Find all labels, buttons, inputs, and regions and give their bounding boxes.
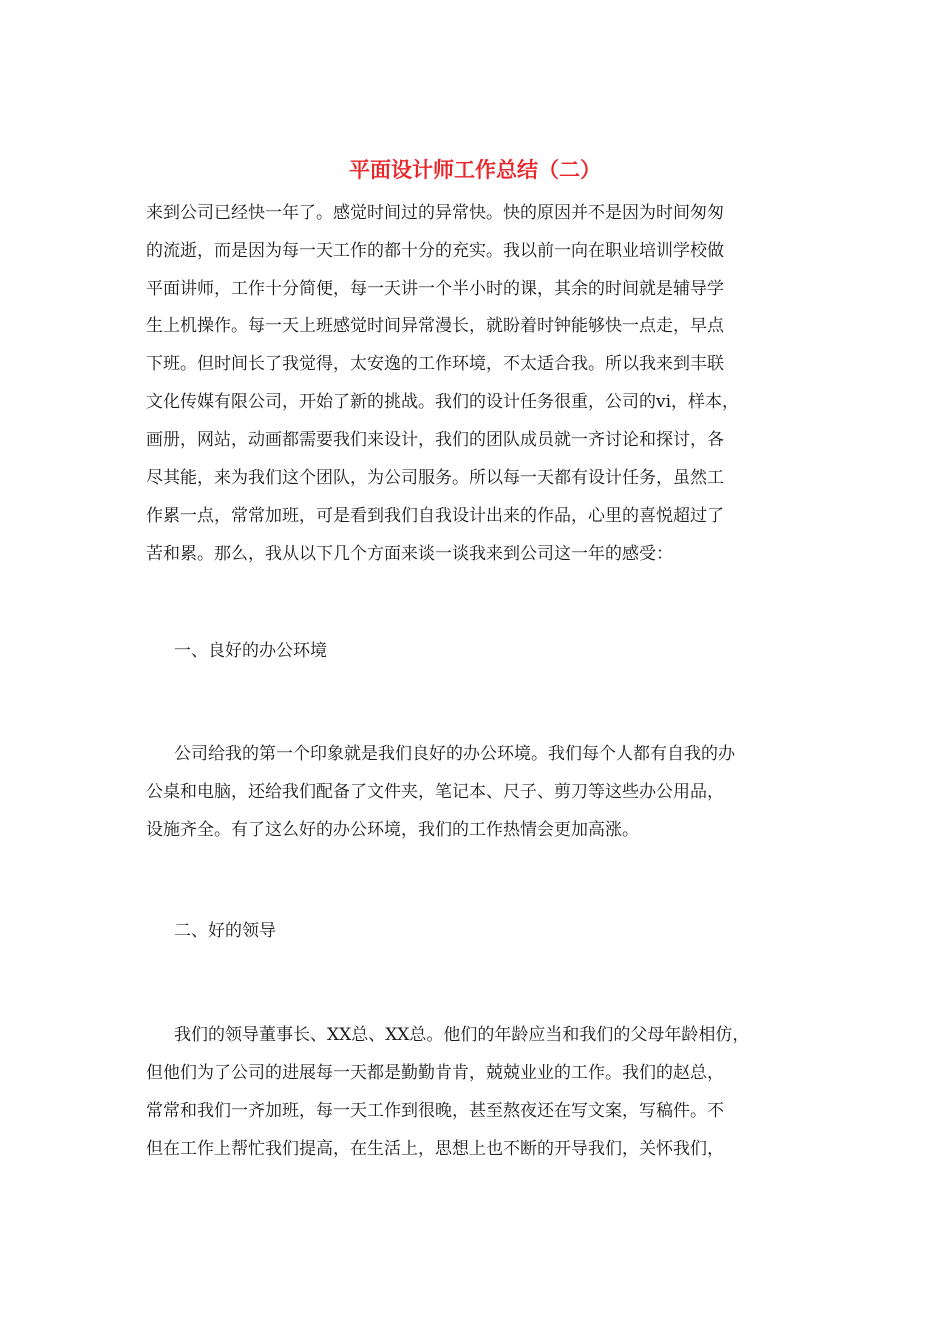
intro-line-8: 尽其能，来为我们这个团队，为公司服务。所以每一天都有设计任务，虽然工 [146,468,724,488]
intro-line-10: 苦和累。那么，我从以下几个方面来谈一谈我来到公司这一年的感受： [146,544,673,564]
section2-line-3: 常常和我们一齐加班，每一天工作到很晚，甚至熬夜还在写文案，写稿件。不 [146,1101,724,1121]
intro-line-4: 生上机操作。每一天上班感觉时间异常漫长，就盼着时钟能够快一点走，早点 [146,316,724,336]
intro-line-7: 画册，网站，动画都需要我们来设计，我们的团队成员就一齐讨论和探讨，各 [146,430,724,450]
intro-line-3: 平面讲师，工作十分简便，每一天讲一个半小时的课，其余的时间就是辅导学 [146,279,724,299]
document-title: 平面设计师工作总结（二） [349,157,601,182]
section2-line-2: 但他们为了公司的进展每一天都是勤勤肯肯，兢兢业业的工作。我们的赵总， [146,1063,724,1083]
section-heading-leadership: 二、好的领导 [174,921,276,941]
section2-line-1: 我们的领导董事长、XX总、XX总。他们的年龄应当和我们的父母年龄相仿， [174,1025,750,1045]
intro-line-1: 来到公司已经快一年了。感觉时间过的异常快。快的原因并不是因为时间匆匆 [146,203,724,223]
section1-line-1: 公司给我的第一个印象就是我们良好的办公环境。我们每个人都有自我的办 [174,744,735,764]
intro-line-6: 文化传媒有限公司，开始了新的挑战。我们的设计任务很重，公司的vi，样本， [146,392,740,412]
section2-line-4: 但在工作上帮忙我们提高，在生活上，思想上也不断的开导我们，关怀我们， [146,1139,724,1159]
intro-line-5: 下班。但时间长了我觉得，太安逸的工作环境，不太适合我。所以我来到丰联 [146,354,724,374]
section1-line-3: 设施齐全。有了这么好的办公环境，我们的工作热情会更加高涨。 [146,820,639,840]
intro-line-9: 作累一点，常常加班，可是看到我们自我设计出来的作品，心里的喜悦超过了 [146,506,724,526]
section1-line-2: 公桌和电脑，还给我们配备了文件夹，笔记本、尺子、剪刀等这些办公用品， [146,782,724,802]
intro-line-2: 的流逝，而是因为每一天工作的都十分的充实。我以前一向在职业培训学校做 [146,241,724,261]
section-heading-office: 一、良好的办公环境 [174,641,327,661]
